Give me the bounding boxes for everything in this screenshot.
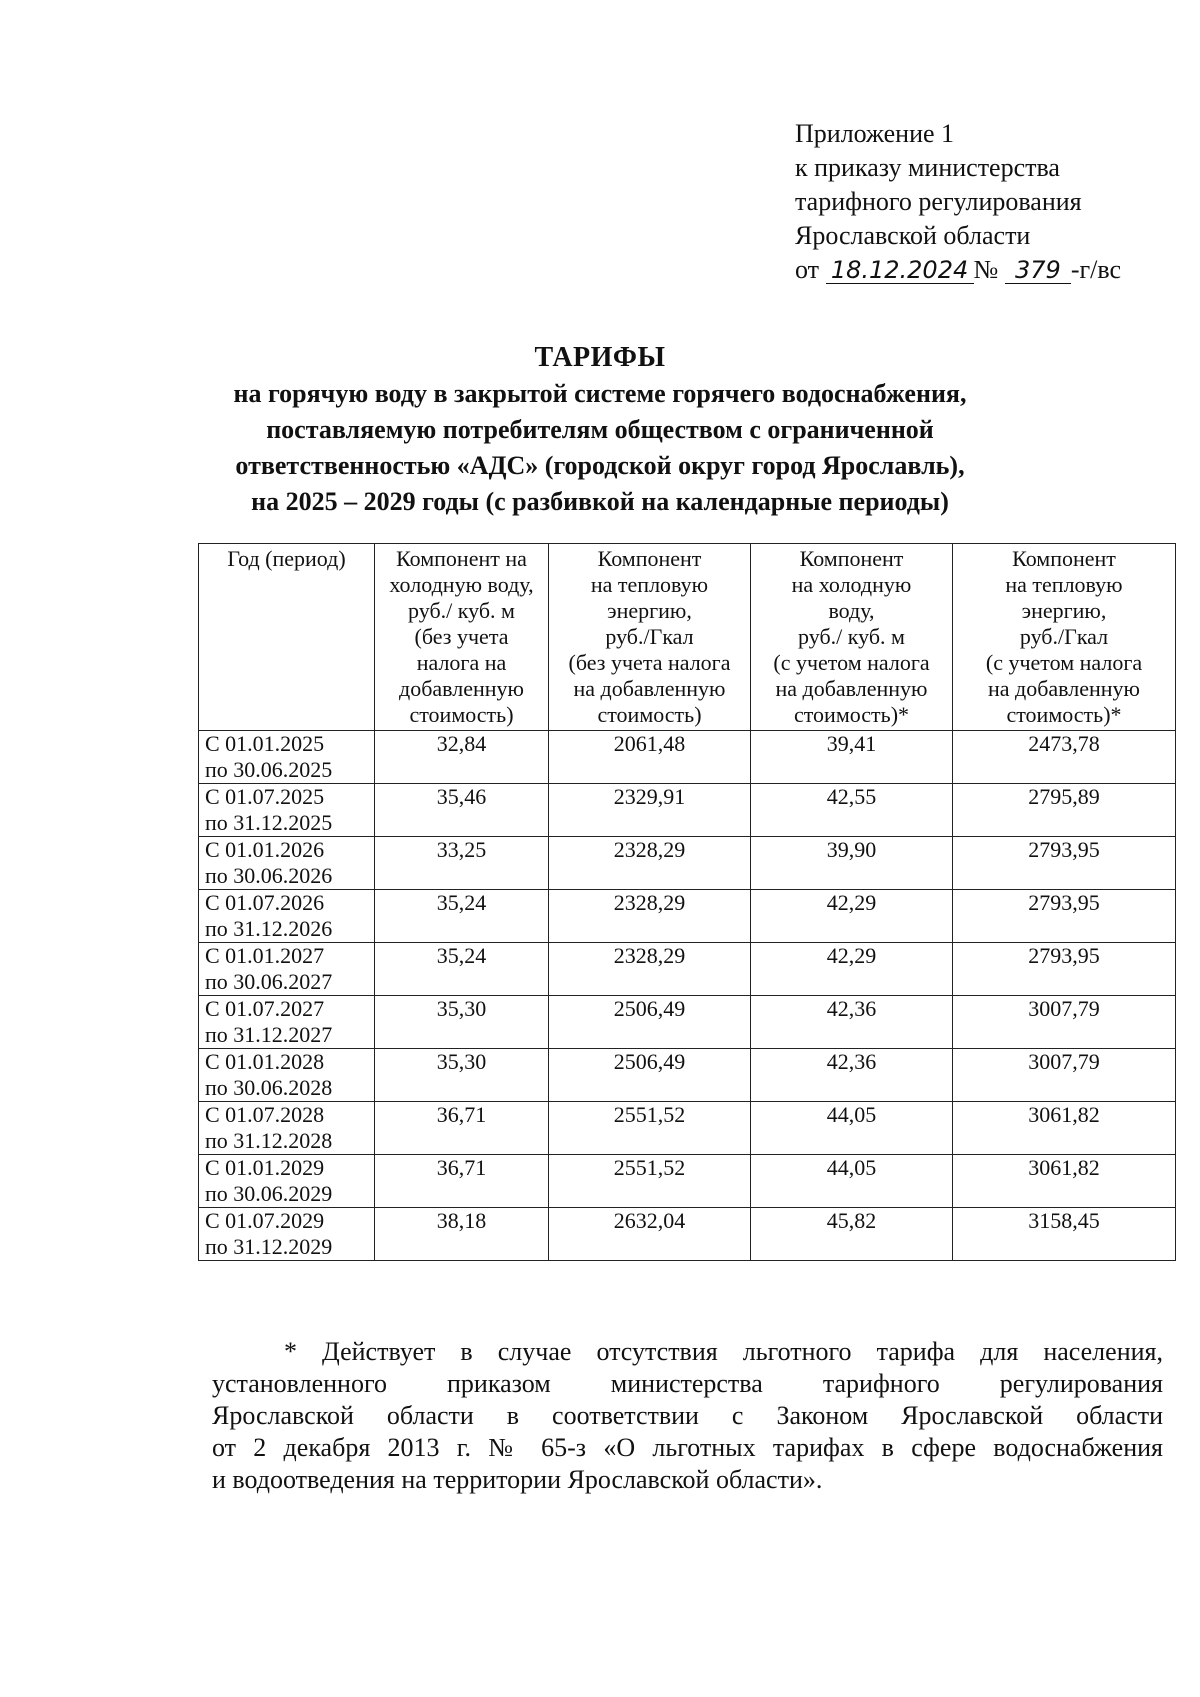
table-header-row [199, 544, 1176, 731]
header-line: стоимость) [409, 702, 514, 727]
value-cell-c3: 42,29 [751, 943, 953, 996]
period-cell [199, 1102, 375, 1155]
value-cell-c1: 35,46 [375, 784, 549, 837]
footnote-line: и водоотведения на территории Ярославской области». [212, 1465, 823, 1494]
header-line: на добавленную [987, 676, 1140, 701]
header-line: на холодную [791, 572, 912, 597]
value-cell-c2: 2329,91 [549, 784, 751, 837]
main-title: ТАРИФЫ [534, 342, 666, 373]
period-to: по 30.06.2025 [205, 757, 333, 782]
value-cell-c3: 45,82 [751, 1208, 953, 1261]
value-cell-c1: 35,30 [375, 1049, 549, 1102]
header-line: (без учета налога [568, 650, 731, 675]
header-line: (с учетом налога [985, 650, 1143, 675]
period-from: С 01.07.2026 [205, 890, 325, 915]
header-line: руб./ куб. м [798, 624, 905, 649]
period-to: по 31.12.2027 [205, 1022, 333, 1047]
header-line: добавленную [399, 676, 524, 701]
table-row [199, 837, 1176, 890]
value-cell-c1: 38,18 [375, 1208, 549, 1261]
period-from: С 01.07.2025 [205, 784, 325, 809]
table-header-cell [549, 544, 751, 731]
header-line: энергию, [1021, 598, 1107, 623]
value-cell-c3: 42,55 [751, 784, 953, 837]
period-from: С 01.01.2025 [205, 731, 325, 756]
value-cell-c2: 2632,04 [549, 1208, 751, 1261]
title-line: поставляемую потребителям обществом с ограниченной [266, 415, 934, 444]
value-cell-c3: 44,05 [751, 1102, 953, 1155]
value-cell-c2: 2061,48 [549, 731, 751, 784]
table-row [199, 1155, 1176, 1208]
period-from: С 01.01.2028 [205, 1049, 325, 1074]
header-line: налога на [416, 650, 507, 675]
value-cell-c2: 2551,52 [549, 1102, 751, 1155]
appendix-order-line [795, 253, 1121, 287]
value-cell-c4: 2473,78 [953, 731, 1176, 784]
header-line: Компонент на [396, 546, 527, 571]
value-cell-c4: 3007,79 [953, 1049, 1176, 1102]
period-from: С 01.01.2026 [205, 837, 325, 862]
appendix-block [795, 117, 1121, 287]
table-row [199, 1049, 1176, 1102]
handwritten-number: 379 [1005, 257, 1071, 284]
header-line: Год (период) [227, 546, 346, 571]
period-to: по 30.06.2027 [205, 969, 333, 994]
period-cell [199, 1208, 375, 1261]
period-to: по 31.12.2026 [205, 916, 333, 941]
period-cell [199, 837, 375, 890]
header-line: стоимость)* [793, 702, 910, 727]
value-cell-c3: 39,41 [751, 731, 953, 784]
value-cell-c4: 2793,95 [953, 890, 1176, 943]
number-suffix: -г/вс [1070, 255, 1122, 284]
header-line: руб./Гкал [605, 624, 694, 649]
period-from: С 01.07.2029 [205, 1208, 325, 1233]
period-from: С 01.01.2027 [205, 943, 325, 968]
footnote-line: Ярославской области в соответствии с Законом Ярославской области [212, 1401, 1163, 1430]
period-from: С 01.07.2028 [205, 1102, 325, 1127]
period-cell [199, 890, 375, 943]
appendix-line: Приложение 1 [795, 119, 955, 148]
value-cell-c1: 35,30 [375, 996, 549, 1049]
value-cell-c4: 2795,89 [953, 784, 1176, 837]
period-cell [199, 1049, 375, 1102]
value-cell-c1: 35,24 [375, 890, 549, 943]
period-to: по 31.12.2028 [205, 1128, 333, 1153]
value-cell-c3: 44,05 [751, 1155, 953, 1208]
title-line: ответственностью «АДС» (городской округ город Ярославль), [235, 451, 965, 480]
value-cell-c1: 36,71 [375, 1155, 549, 1208]
period-to: по 31.12.2029 [205, 1234, 333, 1259]
table-row [199, 784, 1176, 837]
period-from: С 01.01.2029 [205, 1155, 325, 1180]
period-to: по 30.06.2028 [205, 1075, 333, 1100]
table-row [199, 943, 1176, 996]
header-line: (без учета [414, 624, 509, 649]
header-line: на тепловую [590, 572, 709, 597]
value-cell-c1: 35,24 [375, 943, 549, 996]
document-title [150, 340, 1050, 520]
table-header-cell [375, 544, 549, 731]
header-line: на добавленную [775, 676, 928, 701]
period-cell [199, 943, 375, 996]
value-cell-c3: 39,90 [751, 837, 953, 890]
tariffs-table [198, 543, 1176, 1261]
title-line: на 2025 – 2029 годы (с разбивкой на календарные периоды) [251, 487, 949, 516]
header-line: руб./Гкал [1019, 624, 1109, 649]
header-line: стоимость) [597, 702, 702, 727]
value-cell-c2: 2328,29 [549, 943, 751, 996]
header-line: Компонент [1012, 546, 1116, 571]
table-row [199, 1102, 1176, 1155]
value-cell-c4: 2793,95 [953, 837, 1176, 890]
header-line: Компонент [799, 546, 904, 571]
footnote [212, 1336, 1163, 1496]
value-cell-c4: 3061,82 [953, 1102, 1176, 1155]
value-cell-c2: 2328,29 [549, 837, 751, 890]
period-cell [199, 1155, 375, 1208]
header-line: руб./ куб. м [408, 598, 515, 623]
header-line: холодную воду, [389, 572, 534, 597]
header-line: на добавленную [573, 676, 726, 701]
footnote-line: установленного приказом министерства тарифного регулирования [212, 1369, 1163, 1398]
period-from: С 01.07.2027 [205, 996, 325, 1021]
value-cell-c2: 2328,29 [549, 890, 751, 943]
value-cell-c1: 36,71 [375, 1102, 549, 1155]
value-cell-c1: 32,84 [375, 731, 549, 784]
header-line: на тепловую [1005, 572, 1123, 597]
header-line: Компонент [597, 546, 702, 571]
period-to: по 30.06.2029 [205, 1181, 333, 1206]
period-cell [199, 784, 375, 837]
period-cell [199, 996, 375, 1049]
title-line: на горячую воду в закрытой системе горячего водоснабжения, [233, 379, 967, 408]
header-line: (с учетом налога [773, 650, 930, 675]
period-cell [199, 731, 375, 784]
value-cell-c2: 2506,49 [549, 1049, 751, 1102]
table-body [199, 731, 1176, 1261]
value-cell-c4: 3061,82 [953, 1155, 1176, 1208]
appendix-line: тарифного регулирования [795, 187, 1082, 216]
footnote-line: от 2 декабря 2013 г. № 65-з «О льготных тарифах в сфере водоснабжения [212, 1433, 1163, 1462]
footnote-line: * Действует в случае отсутствия льготного тарифа для населения, [284, 1337, 1163, 1366]
table-header-cell [751, 544, 953, 731]
appendix-from-prefix: от [795, 255, 820, 284]
table-row [199, 890, 1176, 943]
header-line: энергию, [607, 598, 692, 623]
value-cell-c2: 2506,49 [549, 996, 751, 1049]
table-row [199, 1208, 1176, 1261]
value-cell-c4: 3158,45 [953, 1208, 1176, 1261]
number-sign: № [973, 255, 999, 284]
period-to: по 31.12.2025 [205, 810, 333, 835]
value-cell-c2: 2551,52 [549, 1155, 751, 1208]
table-row [199, 731, 1176, 784]
value-cell-c1: 33,25 [375, 837, 549, 890]
table-header-cell [199, 544, 375, 731]
appendix-line: к приказу министерства [795, 153, 1060, 182]
period-to: по 30.06.2026 [205, 863, 333, 888]
table-row [199, 996, 1176, 1049]
header-line: стоимость)* [1006, 702, 1122, 727]
value-cell-c3: 42,36 [751, 1049, 953, 1102]
handwritten-date: 18.12.2024 [826, 257, 974, 284]
value-cell-c3: 42,36 [751, 996, 953, 1049]
value-cell-c4: 3007,79 [953, 996, 1176, 1049]
table-header-cell [953, 544, 1176, 731]
value-cell-c3: 42,29 [751, 890, 953, 943]
header-line: воду, [828, 598, 875, 623]
value-cell-c4: 2793,95 [953, 943, 1176, 996]
appendix-line: Ярославской области [795, 221, 1031, 250]
